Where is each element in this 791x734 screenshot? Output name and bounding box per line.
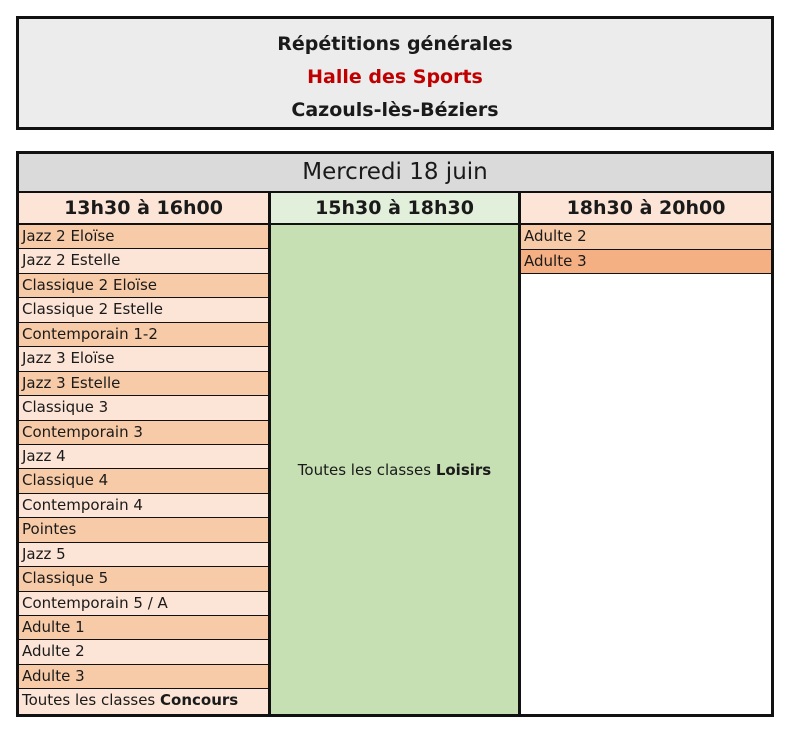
all-competition-prefix: Toutes les classes [22,691,161,710]
class-row: Adulte 2 [521,225,771,250]
class-row: Contemporain 1-2 [19,323,268,347]
class-row: Adulte 3 [19,665,268,689]
all-competition-bold: Concours [160,691,239,710]
class-row: Jazz 2 Estelle [19,249,268,273]
class-row: Classique 4 [19,469,268,493]
leisure-classes [271,461,518,479]
class-row: Adulte 1 [19,616,268,640]
slot-3-time: 18h30 à 20h00 [521,193,771,225]
schedule-table [16,151,774,717]
venue: Halle des Sports [307,66,483,88]
class-row: Contemporain 3 [19,421,268,445]
town: Cazouls-lès-Béziers [291,99,499,121]
title-box [16,16,774,130]
class-row: Pointes [19,518,268,542]
class-row: Contemporain 4 [19,494,268,518]
all-competition-classes [19,689,268,713]
class-row: Adulte 3 [521,250,771,275]
slot-2-classes [271,225,521,714]
class-row: Jazz 5 [19,543,268,567]
leisure-prefix: Toutes les classes [297,461,436,479]
slot-1-time: 13h30 à 16h00 [19,193,271,225]
class-row: Classique 3 [19,396,268,420]
class-row: Contemporain 5 / A [19,592,268,616]
leisure-bold: Loisirs [435,461,492,479]
slot-2-time: 15h30 à 18h30 [271,193,521,225]
class-row: Jazz 3 Eloïse [19,347,268,371]
class-row: Jazz 2 Eloïse [19,225,268,249]
title: Répétitions générales [277,33,513,55]
class-row: Jazz 3 Estelle [19,372,268,396]
class-row: Classique 2 Estelle [19,298,268,322]
class-row: Jazz 4 [19,445,268,469]
slot-3-classes [521,225,771,714]
class-row: Classique 5 [19,567,268,591]
class-row: Adulte 2 [19,640,268,664]
slot-1-classes [19,225,271,714]
class-row: Classique 2 Eloïse [19,274,268,298]
day-heading: Mercredi 18 juin [19,154,771,193]
